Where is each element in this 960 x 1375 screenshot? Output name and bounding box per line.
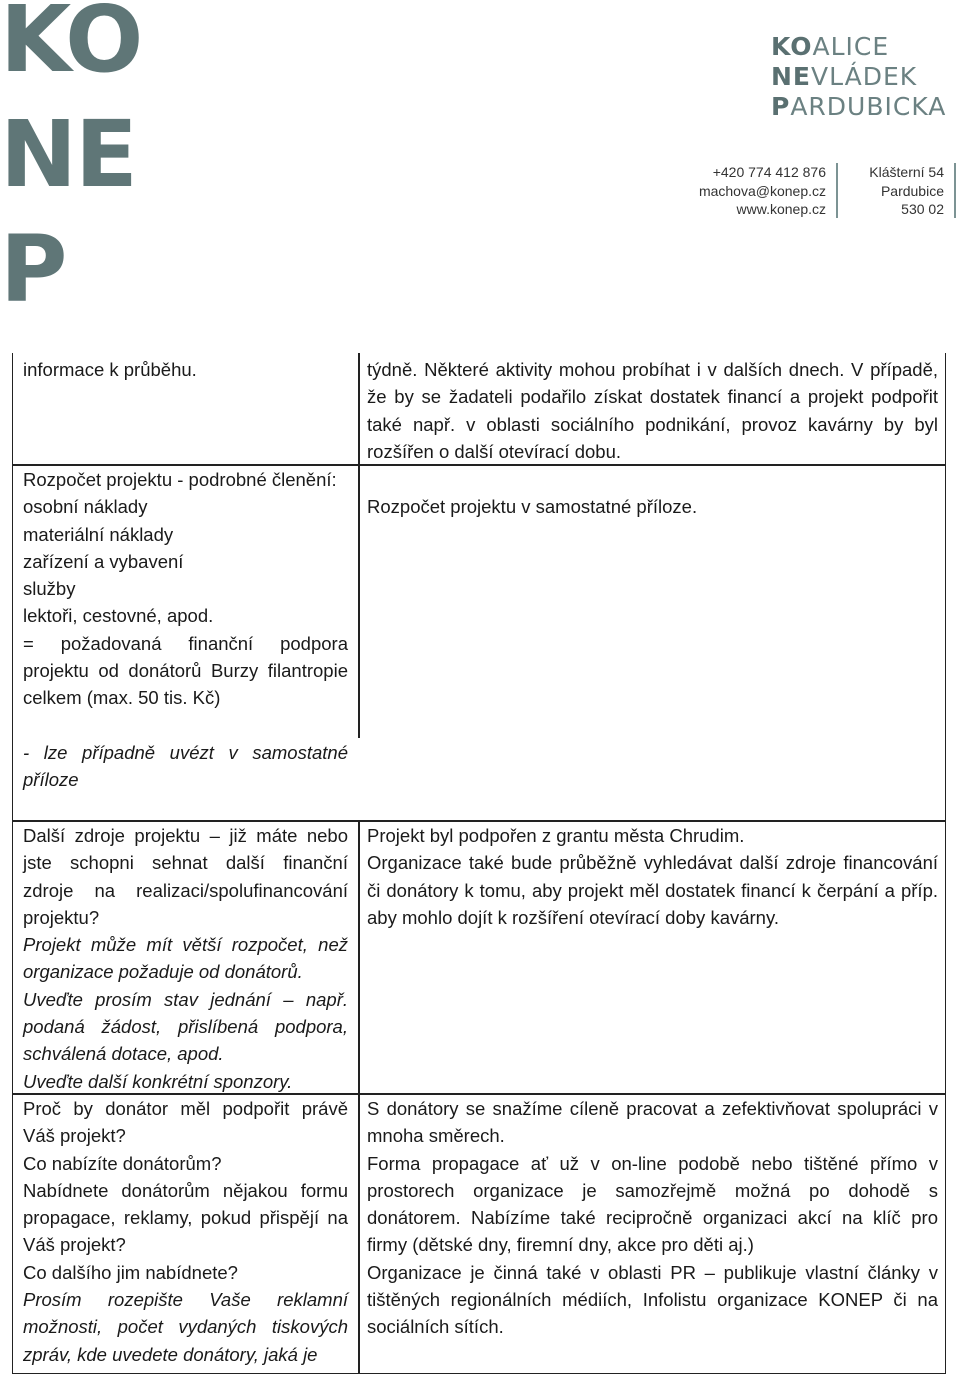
donor-question: Co dalšího jim nabídnete?: [23, 1261, 238, 1283]
organization-name: [771, 32, 946, 122]
form-table: [12, 353, 946, 1374]
org-line: KOALICE: [771, 32, 890, 61]
row2-left: Rozpočet projektu - podrobné členění: osobní náklady materiální náklady zařízení a vybavení služby lektoři, cestovné, apod. = požadovaná finanční podpora projektu od donátorů Burzy filantropie celkem (max. 50 tis. Kč) - lze případně uvézt v samostatné příloze: [23, 466, 348, 793]
street: Klášterní 54: [869, 164, 944, 180]
row1-right: týdně. Některé aktivity mohou probíhat i v dalších dnech. V případě, že by se žadateli podařilo získat dostatek financí a projekt podpořit také např. v oblasti sociálního podnikání, provoz kavárny by byl rozšířen o další otevírací dobu.: [367, 359, 938, 462]
row1-left: informace k průběhu.: [23, 359, 197, 380]
contact-block: [670, 163, 826, 219]
column-divider: [358, 820, 360, 1374]
divider: [954, 163, 956, 218]
address-block: [836, 163, 944, 219]
phone: +420 774 412 876: [712, 164, 826, 180]
donor-question: Nabídnete donátorům nějakou formu propagace, reklamy, pokud přispějí na Váš projekt?: [23, 1179, 348, 1256]
donor-question: Co nabízíte donátorům?: [23, 1152, 222, 1174]
zip: 530 02: [901, 201, 944, 217]
budget-total: = požadovaná finanční podpora projektu od donátorů Burzy filantropie celkem (max. 50 tis. Kč): [23, 632, 348, 709]
row4-left: Proč by donátor měl podpořit právě Váš projekt? Co nabízíte donátorům? Nabídnete donátorům nějakou formu propagace, reklamy, pokud přispějí na Váš projekt? Co dalšího jim nabídnete? Prosím rozepište Vaše reklamní možnosti, počet vydaných tiskových zpráv, kde uvedete donátory, jaká je: [23, 1095, 348, 1368]
row4-right: S donátory se snažíme cíleně pracovat a zefektivňovat spolupráci v mnoha směrech. Forma propagace ať už v on-line podobě nebo tištěné přímo v prostorech organizace je samozřejmě možná po dohodě s donátorem. Nabízíme také recipročně organizaci akcí na klíč pro firmy (dětské dny, firemní dny, akce pro děti aj.) Organizace je činná také v oblasti PR – publikuje vlastní články v tištěných regionálních médiích, Infolistu organizace KONEP či na sociálních sítích.: [367, 1098, 938, 1338]
budget-note: - lze případně uvézt v samostatné příloze: [23, 741, 348, 790]
row3-left: Další zdroje projektu – již máte nebo jste schopni sehnat další finanční zdroje na realizaci/spolufinancování projektu? Projekt může mít větší rozpočet, než organizace požaduje od donátorů. Uveďte prosím stav jednání – např. podaná žádost, přislíbená podpora, schválená dotace, apod. Uveďte další konkrétní sponzory.: [23, 822, 348, 1095]
column-divider: [358, 353, 360, 738]
email-link[interactable]: machova@konep.cz: [698, 182, 826, 199]
logo-line: P: [0, 216, 66, 323]
city: Pardubice: [880, 182, 944, 199]
org-line: PARDUBICKA: [771, 92, 947, 121]
logo-line: NE: [0, 101, 136, 208]
konep-logo: [0, 0, 141, 327]
donor-question: Proč by donátor měl podpořit právě Váš projekt?: [23, 1098, 348, 1147]
web-link[interactable]: www.konep.cz: [736, 201, 826, 217]
sources-heading: Další zdroje projektu – již máte nebo jste schopni sehnat další finanční zdroje na realizaci/spolufinancování projektu?: [23, 825, 348, 928]
budget-heading: Rozpočet projektu - podrobné členění:: [23, 469, 337, 490]
logo-line: KO: [0, 0, 142, 93]
row2-right: Rozpočet projektu v samostatné příloze.: [367, 496, 698, 517]
org-line: NEVLÁDEK: [771, 62, 918, 91]
row3-right: Projekt byl podpořen z grantu města Chrudim. Organizace také bude průběžně vyhledávat další zdroje financování či donátory k tomu, aby projekt měl dostatek financí k čerpání a příp. aby mohlo dojít k rozšíření otevírací doby kavárny.: [367, 825, 938, 928]
